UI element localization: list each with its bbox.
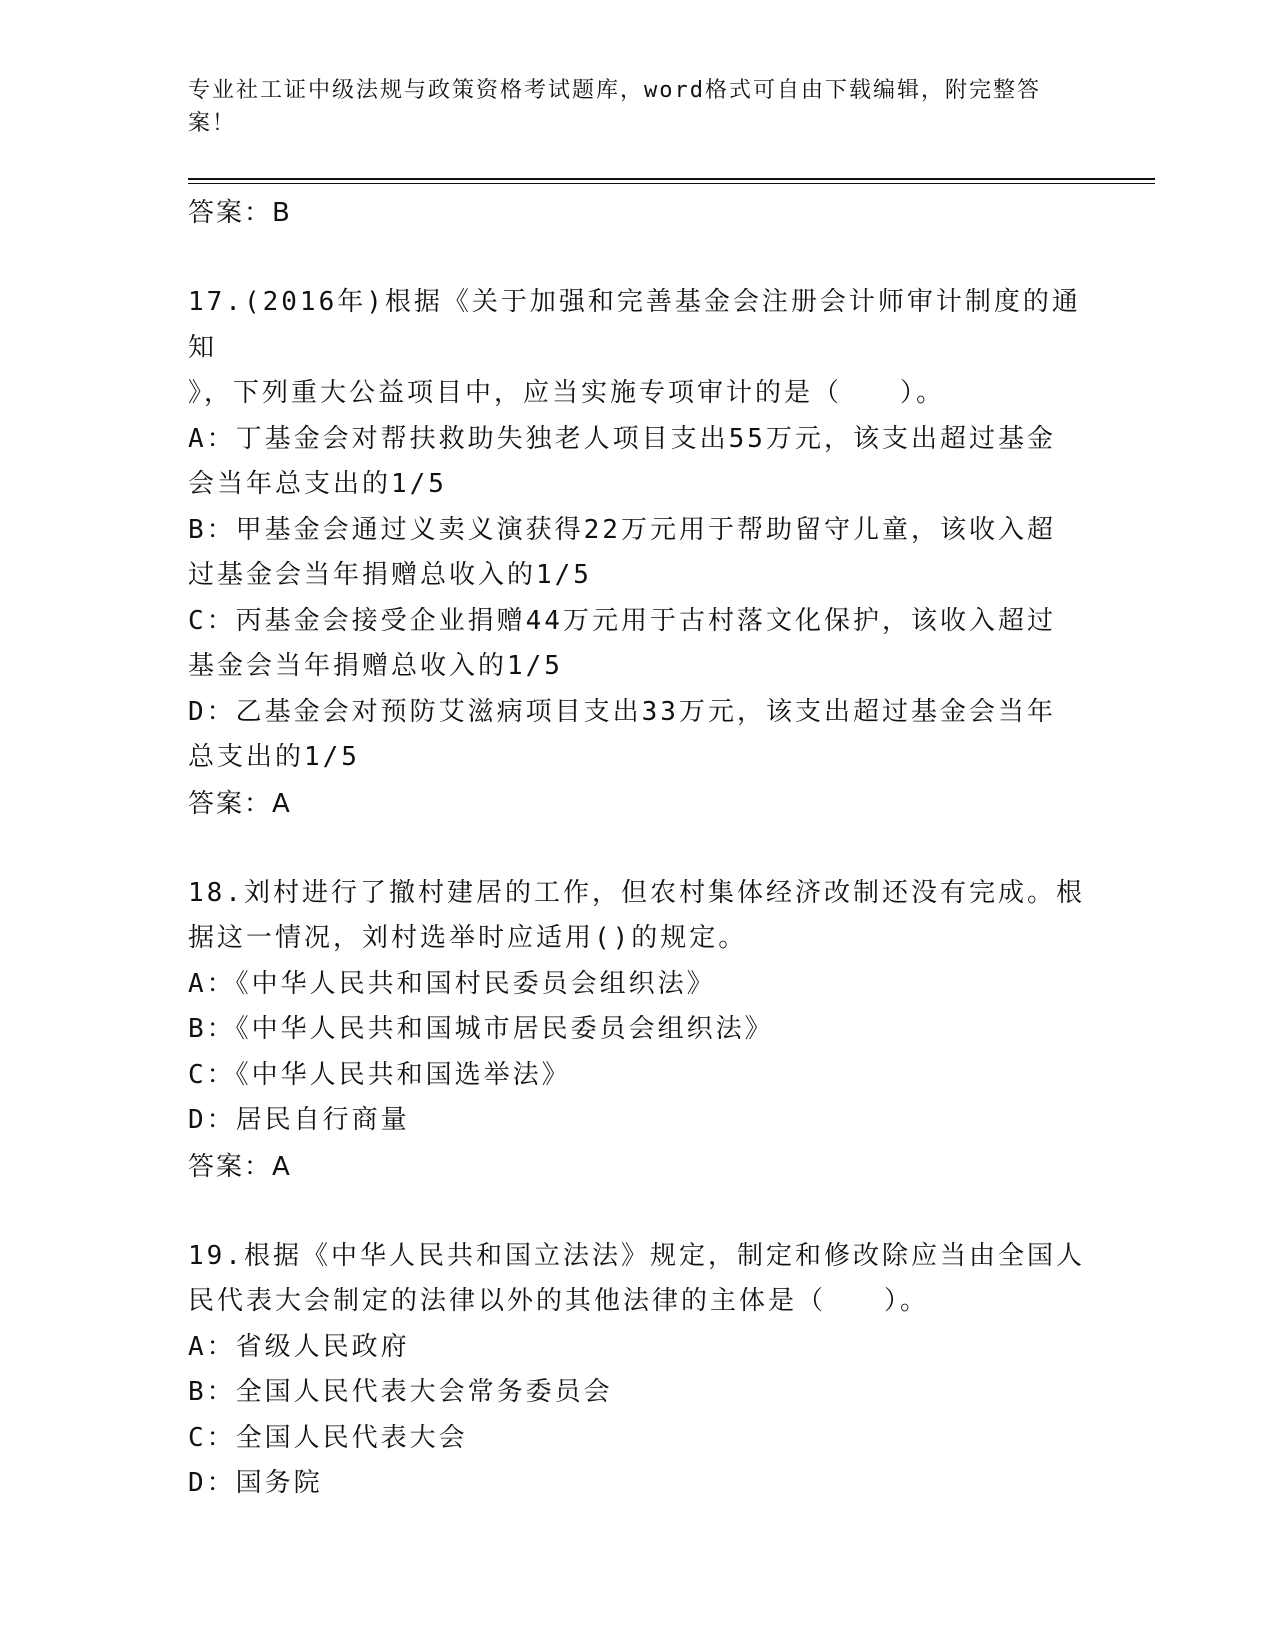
question-19	[188, 1234, 1088, 1507]
option-b	[188, 508, 1088, 599]
option-c: C：全国人民代表大会	[188, 1422, 468, 1453]
header-divider-thick	[188, 178, 1155, 180]
previous-answer: 答案：B	[188, 198, 292, 228]
question-17	[188, 280, 1088, 827]
option-d: D：国务院	[188, 1468, 323, 1498]
option-line: 过基金会当年捐赠总收入的1/5	[188, 560, 592, 590]
option-line: B：甲基金会通过义卖义演获得22万元用于帮助留守儿童，该收入超	[188, 514, 1056, 545]
option-b: B：全国人民代表大会常务委员会	[188, 1377, 613, 1407]
option-a: A：省级人民政府	[188, 1331, 410, 1362]
answer-line: 答案：A	[188, 1151, 292, 1182]
option-a: A：《中华人民共和国村民委员会组织法》	[188, 968, 716, 999]
question-stem-line: 民代表大会制定的法律以外的其他法律的主体是（ ）。	[188, 1286, 930, 1316]
option-line: A：丁基金会对帮扶救助失独老人项目支出55万元，该支出超过基金	[188, 423, 1056, 454]
question-stem-line: 》，下列重大公益项目中，应当实施专项审计的是（ ）。	[188, 378, 946, 408]
question-stem-line: 据这一情况，刘村选举时应适用()的规定。	[188, 923, 748, 953]
option-line: C：丙基金会接受企业捐赠44万元用于古村落文化保护，该收入超过	[188, 605, 1056, 636]
header-line-1: 专业社工证中级法规与政策资格考试题库，word格式可自由下载编辑，附完整答	[188, 78, 1041, 103]
option-b: B：《中华人民共和国城市居民委员会组织法》	[188, 1014, 774, 1044]
header-line-2: 案！	[188, 111, 237, 136]
option-line: 总支出的1/5	[188, 742, 360, 772]
question-stem-line: 18.刘村进行了撤村建居的工作，但农村集体经济改制还没有完成。根	[188, 877, 1085, 908]
question-stem-line: 17.(2016年)根据《关于加强和完善基金会注册会计师审计制度的通知	[188, 287, 1081, 363]
page-header	[188, 74, 1068, 140]
option-a	[188, 417, 1088, 508]
option-line: D：乙基金会对预防艾滋病项目支出33万元，该支出超过基金会当年	[188, 696, 1056, 727]
option-line: 会当年总支出的1/5	[188, 469, 447, 499]
option-c: C：《中华人民共和国选举法》	[188, 1059, 571, 1090]
header-divider-thin	[188, 183, 1155, 184]
question-stem-line: 19.根据《中华人民共和国立法法》规定，制定和修改除应当由全国人	[188, 1240, 1085, 1271]
question-18	[188, 871, 1088, 1190]
document-body	[188, 190, 1088, 1507]
answer-line: 答案：A	[188, 788, 292, 819]
option-d: D：居民自行商量	[188, 1105, 410, 1135]
option-c	[188, 599, 1088, 690]
option-d	[188, 690, 1088, 781]
option-line: 基金会当年捐赠总收入的1/5	[188, 651, 563, 681]
